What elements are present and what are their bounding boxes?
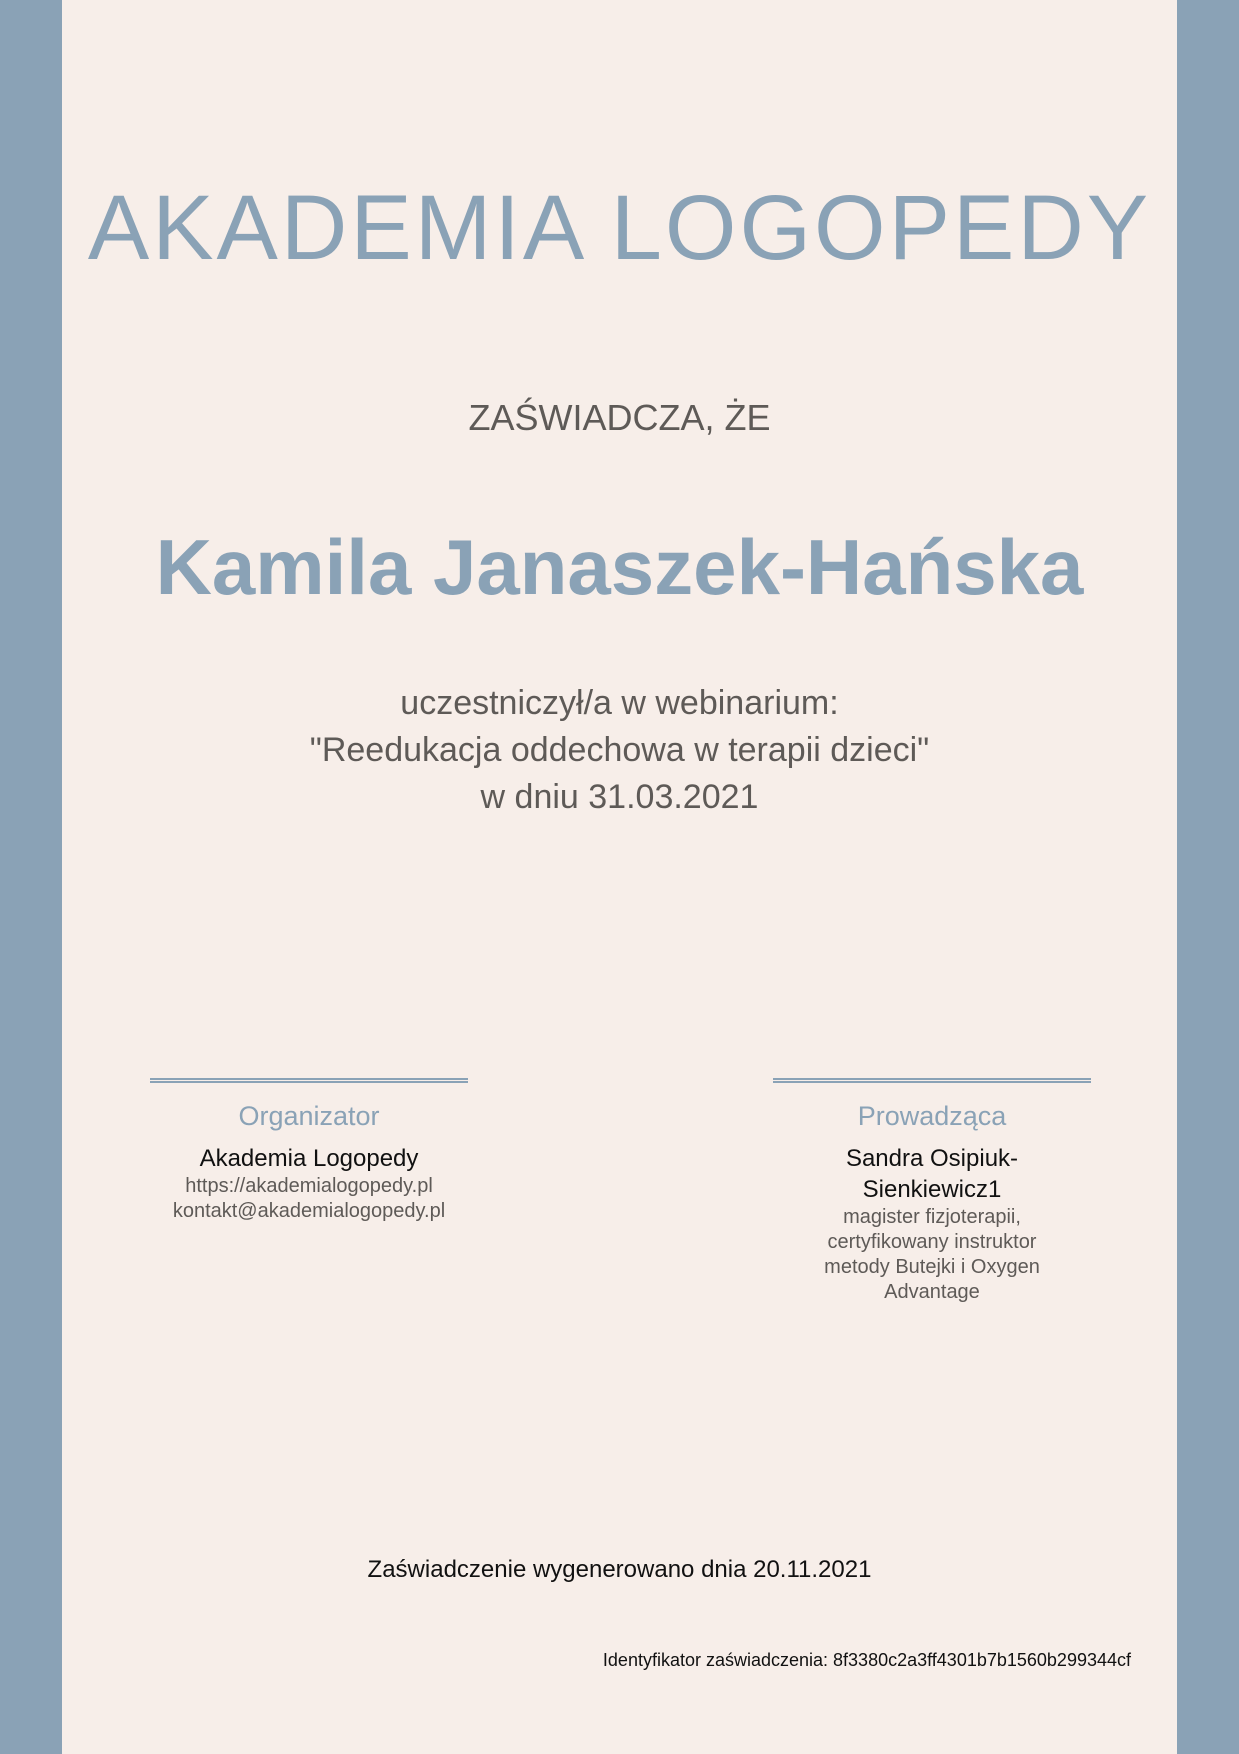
organizer-email: kontakt@akademialogopedy.pl [172,1200,446,1222]
organizer-signature-line [150,1078,468,1083]
certificate-identifier: Identyfikator zaświadczenia: 8f3380c2a3ff4301b7b1560b299344cf [602,1650,1131,1670]
organizer-signature-block [150,1078,468,1224]
event-line-participation: uczestniczył/a w webinarium: [400,684,839,722]
organizer-website: https://akademialogopedy.pl [185,1175,433,1197]
issuer-title: AKADEMIA LOGOPEDY [87,177,1152,279]
host-description: magister fizjoterapii, certyfikowany instruktor metody Butejki i Oxygen Advantage [824,1206,1040,1303]
host-name: Sandra Osipiuk-Sienkiewicz1 [845,1145,1019,1203]
organizer-name: Akademia Logopedy [199,1145,419,1172]
participant-name: Kamila Janaszek-Hańska [155,523,1084,611]
event-line-title: "Reedukacja oddechowa w terapii dzieci" [309,731,930,769]
host-signature-line [773,1078,1091,1083]
certificate-page [62,0,1177,1754]
host-role: Prowadząca [857,1101,1007,1131]
organizer-role: Organizator [238,1101,380,1131]
event-description [62,680,1177,821]
certifies-text: ZAŚWIADCZA, ŻE [468,397,771,438]
host-signature-block [773,1078,1091,1305]
event-line-date: w dniu 31.03.2021 [480,778,759,816]
generated-date: Zaświadczenie wygenerowano dnia 20.11.2021 [367,1556,872,1583]
